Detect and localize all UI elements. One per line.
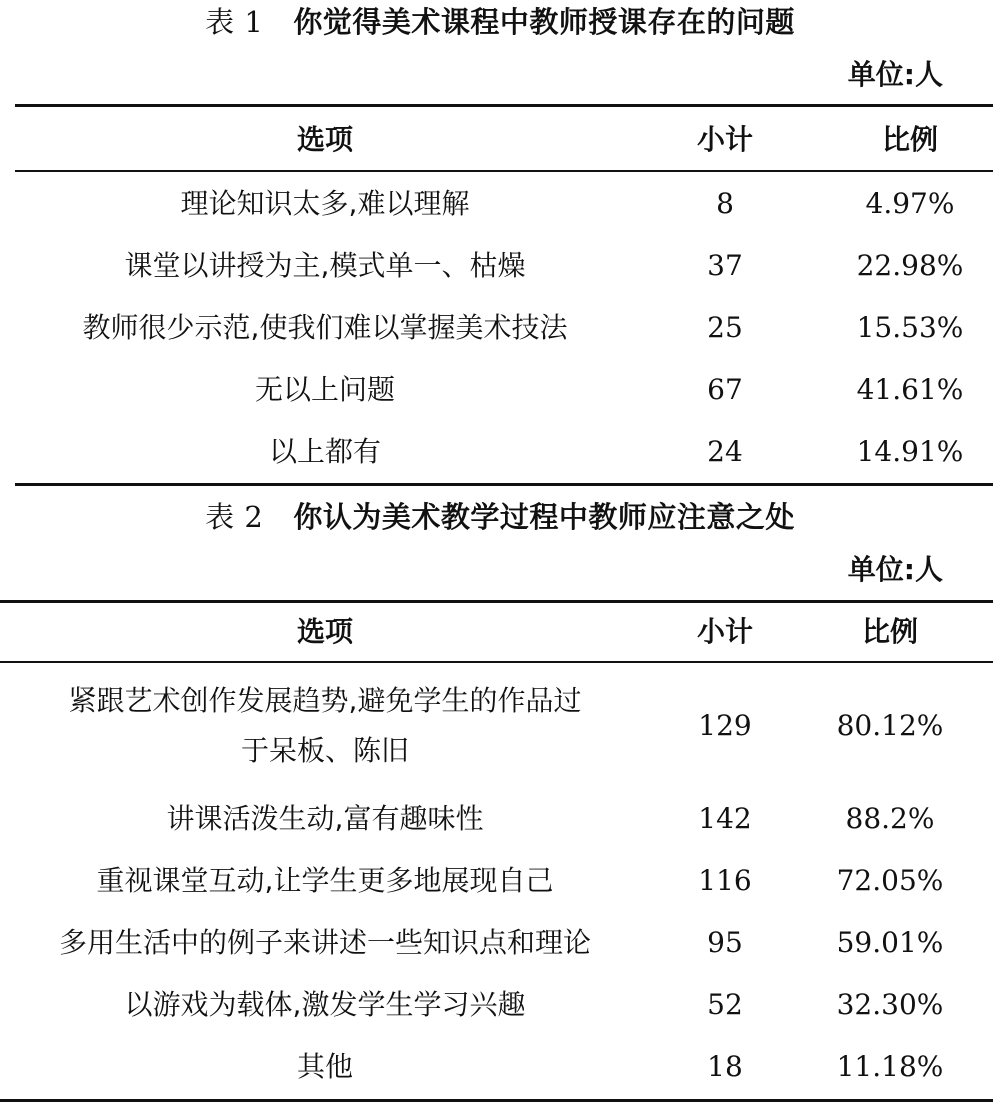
ratio-cell: 41.61% <box>856 373 964 406</box>
table-row <box>0 235 993 297</box>
table1-unit-label: 单位:人 <box>847 58 943 91</box>
option-cell: 多用生活中的例子来讲述一些知识点和理论 <box>58 926 591 959</box>
ratio-cell: 80.12% <box>836 709 944 742</box>
count-cell: 116 <box>698 864 752 897</box>
ratio-cell: 14.91% <box>856 435 964 468</box>
ratio-cell: 22.98% <box>856 249 964 282</box>
table-row <box>0 297 993 359</box>
table2-header-option: 选项 <box>296 615 353 648</box>
table2-header-ratio: 比例 <box>861 615 918 648</box>
table-row <box>0 974 993 1036</box>
table-row <box>0 850 993 912</box>
table2-top-rule <box>0 600 993 603</box>
count-cell: 8 <box>716 187 734 220</box>
count-cell: 142 <box>698 802 752 835</box>
count-cell: 24 <box>707 435 743 468</box>
table-row <box>0 173 993 235</box>
option-cell: 课堂以讲授为主,模式单一、枯燥 <box>124 249 526 282</box>
ratio-cell: 15.53% <box>856 311 964 344</box>
table2-caption-number: 表 2 <box>205 500 264 534</box>
table2-bottom-rule <box>0 1099 993 1102</box>
count-cell: 95 <box>707 926 743 959</box>
option-cell: 其他 <box>296 1050 353 1083</box>
option-cell: 讲课活泼生动,富有趣味性 <box>166 802 484 835</box>
ratio-cell: 32.30% <box>836 988 944 1021</box>
count-cell: 129 <box>698 709 752 742</box>
count-cell: 18 <box>707 1050 743 1083</box>
table2-caption-title: 你认为美术教学过程中教师应注意之处 <box>293 500 795 534</box>
option-cell: 以游戏为载体,激发学生学习兴趣 <box>124 988 526 1021</box>
table2-caption <box>0 497 993 537</box>
count-cell: 52 <box>707 988 743 1021</box>
ratio-cell: 11.18% <box>836 1050 944 1083</box>
count-cell: 37 <box>707 249 743 282</box>
table1-header-ratio: 比例 <box>881 123 938 156</box>
option-cell: 教师很少示范,使我们难以掌握美术技法 <box>82 311 568 344</box>
table-row <box>0 912 993 974</box>
ratio-cell: 59.01% <box>836 926 944 959</box>
option-cell: 无以上问题 <box>254 373 395 406</box>
table1-top-rule <box>15 104 993 107</box>
table1-caption <box>0 2 993 42</box>
option-cell-line2: 于呆板、陈旧 <box>240 734 409 767</box>
option-cell-line1: 紧跟艺术创作发展趋势,避免学生的作品过 <box>68 684 582 717</box>
table1-header-rule <box>15 170 993 172</box>
table1-caption-title: 你觉得美术课程中教师授课存在的问题 <box>293 5 795 39</box>
option-cell: 以上都有 <box>268 435 381 468</box>
table1-caption-number: 表 1 <box>205 5 264 39</box>
option-cell: 理论知识太多,难以理解 <box>180 187 470 220</box>
ratio-cell: 4.97% <box>865 187 955 220</box>
table1-header-count: 小计 <box>696 123 753 156</box>
table-row <box>0 664 993 788</box>
ratio-cell: 88.2% <box>845 802 935 835</box>
table2-header-rule <box>0 661 993 663</box>
ratio-cell: 72.05% <box>836 864 944 897</box>
table-row <box>0 788 993 850</box>
table2-unit-label: 单位:人 <box>847 553 943 586</box>
table2-header-count: 小计 <box>696 615 753 648</box>
table-row <box>0 359 993 421</box>
table1-bottom-rule <box>15 483 993 486</box>
table-row <box>0 1036 993 1098</box>
option-cell <box>0 664 650 788</box>
table-row <box>0 421 993 483</box>
option-cell: 重视课堂互动,让学生更多地展现自己 <box>96 864 554 897</box>
count-cell: 67 <box>707 373 743 406</box>
count-cell: 25 <box>707 311 743 344</box>
table1-header-option: 选项 <box>296 123 353 156</box>
